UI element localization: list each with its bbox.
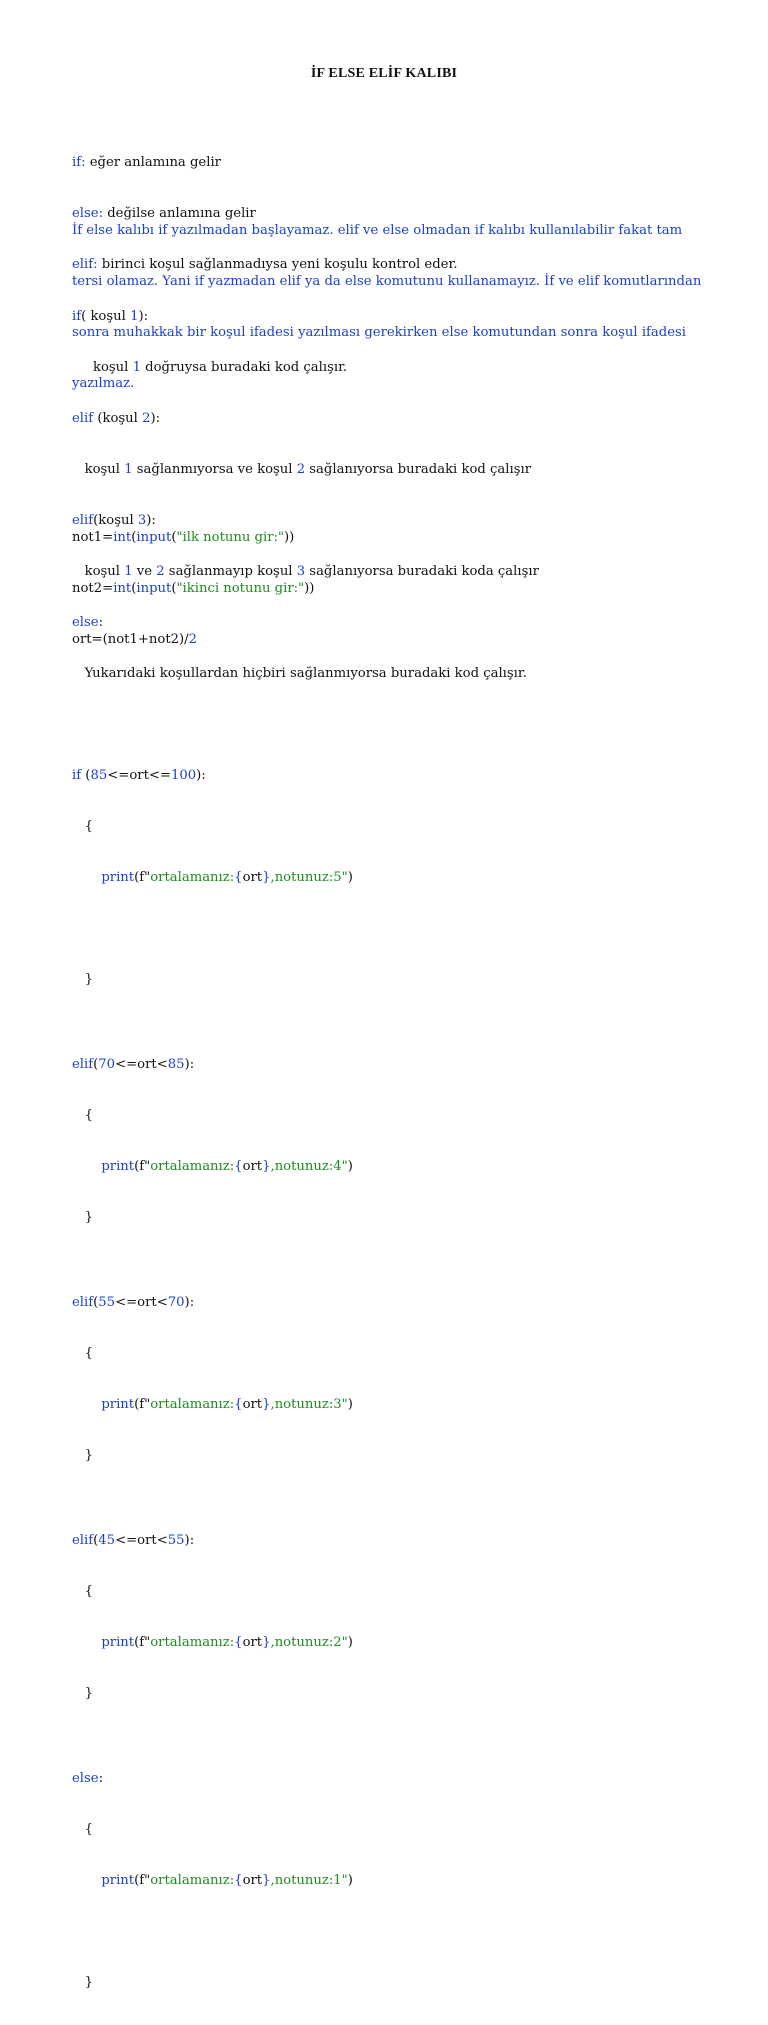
code-text: ort [242, 1873, 263, 1888]
code-line: } [72, 1448, 93, 1463]
brace: { [234, 870, 243, 885]
code-text: ort [242, 1635, 263, 1650]
code-text: ( [93, 1533, 99, 1548]
code-line: { [72, 1822, 93, 1837]
code-text: (f" [134, 1397, 151, 1412]
builtin: print [101, 1635, 135, 1650]
code-line: { [72, 1584, 93, 1599]
syntax-line [72, 359, 539, 376]
number: 70 [98, 1057, 116, 1072]
code-text: ort [242, 870, 263, 885]
blank-line [72, 682, 353, 699]
text: Yukarıdaki koşullardan hiçbiri sağlanmıyorsa buradaki kod çalışır. [72, 666, 527, 681]
number: 70 [167, 1295, 185, 1310]
code-text: ) [347, 1635, 353, 1650]
definition-text: değilse anlamına gelir [103, 206, 256, 221]
syntax-line [72, 308, 539, 325]
code-line: } [72, 1975, 93, 1990]
definition-if [72, 154, 458, 171]
code-line [72, 1158, 353, 1175]
text: ( koşul [81, 309, 131, 324]
text: : [98, 615, 104, 630]
string: ,notunuz:2" [270, 1635, 348, 1650]
brace: } [262, 870, 271, 885]
string: ortalamanız: [150, 1397, 235, 1412]
number: 55 [167, 1533, 185, 1548]
code-text: ) [347, 1397, 353, 1412]
builtin: input [136, 530, 172, 545]
brace: { [234, 1159, 243, 1174]
indent [72, 1635, 101, 1650]
keyword: elif [72, 411, 94, 426]
code-text: ) [347, 1159, 353, 1174]
text: sağlanıyorsa buradaki kod çalışır [305, 462, 532, 477]
definition-text: birinci koşul sağlanmadıysa yeni koşulu kontrol eder. [97, 257, 458, 272]
brace: } [262, 1873, 271, 1888]
blank-line [72, 920, 353, 937]
code-text: ( [93, 1057, 99, 1072]
number: 85 [90, 768, 108, 783]
code-line [72, 1634, 353, 1651]
code-text: (f" [134, 1635, 151, 1650]
number: 100 [170, 768, 197, 783]
code-line [72, 767, 353, 784]
code-line [72, 580, 353, 597]
builtin: input [136, 581, 172, 596]
text: sağlanmayıp koşul [164, 564, 297, 579]
code-line [72, 1872, 353, 1889]
keyword: else: [72, 206, 104, 221]
indent [72, 870, 101, 885]
text: koşul [72, 360, 133, 375]
code-text: <=ort<= [107, 768, 171, 783]
code-text: ( [131, 581, 137, 596]
blank-line [72, 1923, 353, 1940]
code-text: <=ort< [115, 1057, 168, 1072]
page-title: İF ELSE ELİF KALIBI [310, 66, 458, 81]
builtin: print [101, 1159, 135, 1174]
text: doğruysa buradaki kod çalışır. [140, 360, 348, 375]
code-line [72, 1532, 353, 1549]
string: ,notunuz:3" [270, 1397, 348, 1412]
code-text: ): [184, 1533, 195, 1548]
brace: } [262, 1159, 271, 1174]
code-line: { [72, 1108, 93, 1123]
keyword: if [72, 768, 82, 783]
brace: } [262, 1635, 271, 1650]
code-text: : [98, 1771, 104, 1786]
keyword: elif [72, 513, 94, 528]
note-line: tersi olamaz. Yani if yazmadan elif ya da else komutunu kullanamayız. İf ve elif komutlarından [72, 274, 702, 289]
text: ve [132, 564, 157, 579]
code-text: not1= [72, 530, 114, 545]
number: 1 [124, 462, 133, 477]
code-line: } [72, 1686, 93, 1701]
indent [72, 1159, 101, 1174]
number: 3 [137, 513, 147, 528]
string: ,notunuz:1" [270, 1873, 348, 1888]
code-text: )) [304, 581, 315, 596]
text: sağlanıyorsa buradaki koda çalışır [305, 564, 539, 579]
keyword: elif [72, 1057, 94, 1072]
code-text: (f" [134, 1159, 151, 1174]
code-line [72, 631, 353, 648]
code-text: <=ort< [115, 1533, 168, 1548]
number: 85 [167, 1057, 185, 1072]
code-text: )) [284, 530, 295, 545]
code-text: ) [347, 870, 353, 885]
definition-text: eğer anlamına gelir [85, 155, 221, 170]
text: ): [146, 513, 156, 528]
note-line: İf else kalıbı if yazılmadan başlayamaz. elif ve else olmadan if kalıbı kullanılabilir fakat tam [72, 223, 683, 238]
number: 2 [296, 462, 306, 477]
code-block [72, 495, 353, 2025]
text: (koşul [93, 513, 138, 528]
code-line [72, 1770, 353, 1787]
code-line [72, 1396, 353, 1413]
number: 45 [98, 1533, 116, 1548]
code-text: ( [171, 530, 177, 545]
code-line: { [72, 819, 93, 834]
text: koşul [72, 564, 125, 579]
code-line [72, 869, 353, 886]
code-text: ( [93, 1295, 99, 1310]
keyword: elif [72, 1295, 94, 1310]
code-line: } [72, 972, 93, 987]
code-line [72, 1056, 353, 1073]
note-line: yazılmaz. [72, 376, 135, 391]
text: ): [138, 309, 149, 324]
code-text: ) [347, 1873, 353, 1888]
text: (koşul [93, 411, 143, 426]
number: 2 [142, 411, 151, 426]
brace: { [234, 1635, 243, 1650]
code-text: ): [184, 1057, 195, 1072]
builtin: int [113, 581, 132, 596]
code-text: ort [242, 1397, 263, 1412]
code-text: <=ort< [115, 1295, 168, 1310]
text: sağlanmıyorsa ve koşul [132, 462, 297, 477]
brace: { [234, 1873, 243, 1888]
builtin: print [101, 870, 135, 885]
syntax-line [72, 410, 539, 427]
number: 3 [296, 564, 306, 579]
code-line [72, 529, 353, 546]
string: ortalamanız: [150, 1159, 235, 1174]
note-line: sonra muhakkak bir koşul ifadesi yazılması gerekirken else komutundan sonra koşul ifadesi [72, 325, 687, 340]
text: koşul [72, 462, 125, 477]
code-text: ): [196, 768, 206, 783]
string: "ikinci notunu gir:" [176, 581, 305, 596]
number: 2 [156, 564, 165, 579]
indent [72, 1873, 101, 1888]
number: 2 [188, 632, 198, 647]
keyword: elif: [72, 257, 98, 272]
number: 55 [98, 1295, 116, 1310]
builtin: print [101, 1873, 135, 1888]
code-text: ): [184, 1295, 195, 1310]
code-text: ort [242, 1159, 263, 1174]
keyword: else [72, 615, 99, 630]
code-text: not2= [72, 581, 114, 596]
string: ortalamanız: [150, 1635, 235, 1650]
string: ,notunuz:5" [270, 870, 348, 885]
text: ): [150, 411, 161, 426]
code-line: } [72, 1210, 93, 1225]
indent [72, 1397, 101, 1412]
string: "ilk notunu gir:" [176, 530, 285, 545]
string: ,notunuz:4" [270, 1159, 348, 1174]
code-line: { [72, 1346, 93, 1361]
number: 1 [130, 309, 139, 324]
syntax-line [72, 461, 539, 478]
keyword: else [72, 1771, 99, 1786]
code-text: (f" [134, 1873, 151, 1888]
number: 1 [124, 564, 133, 579]
keyword: elif [72, 1533, 94, 1548]
builtin: int [113, 530, 132, 545]
code-line [72, 1294, 353, 1311]
code-text: ( [171, 581, 177, 596]
code-text: ( [131, 530, 137, 545]
keyword: if [72, 309, 82, 324]
code-text: ( [81, 768, 91, 783]
builtin: print [101, 1397, 135, 1412]
string: ortalamanız: [150, 1873, 235, 1888]
number: 1 [132, 360, 141, 375]
string: ortalamanız: [150, 870, 235, 885]
keyword: if: [72, 155, 86, 170]
code-text: ort=(not1+not2)/ [72, 632, 189, 647]
brace: } [262, 1397, 271, 1412]
code-text: (f" [134, 870, 151, 885]
brace: { [234, 1397, 243, 1412]
